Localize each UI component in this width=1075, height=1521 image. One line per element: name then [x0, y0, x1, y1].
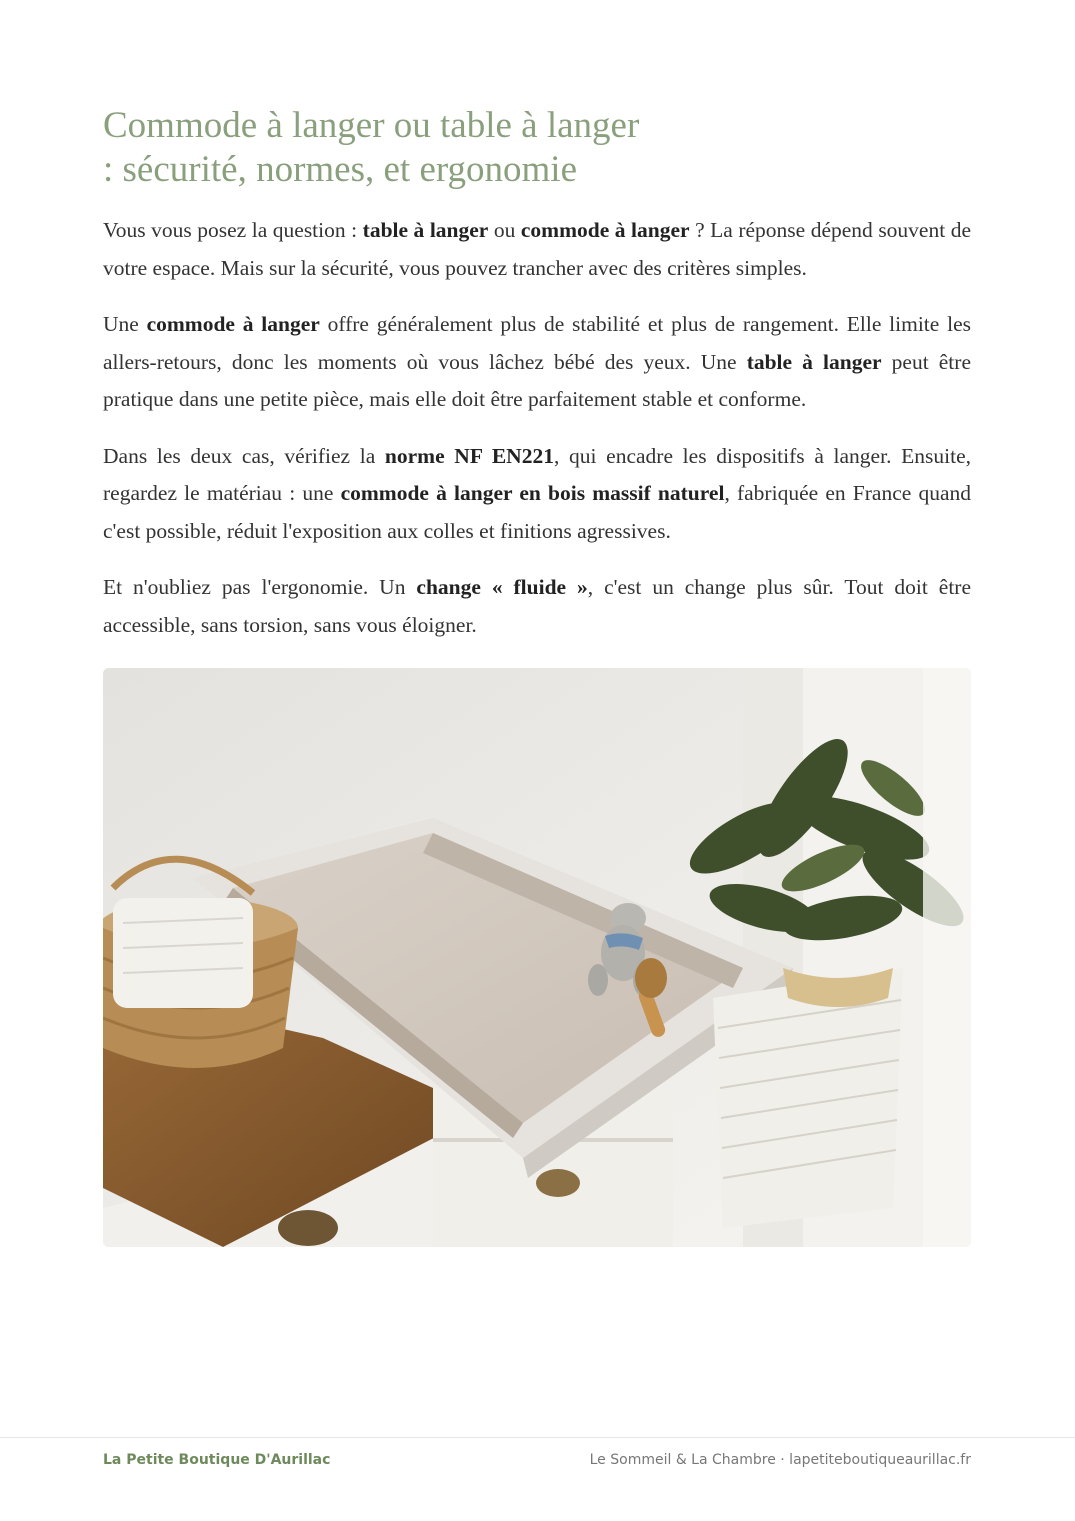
bold-keyword: commode à langer en bois massif naturel [340, 481, 725, 505]
page-title [103, 104, 971, 192]
bold-keyword: commode à langer [520, 218, 690, 242]
page-content [103, 104, 971, 1247]
bold-keyword: table à langer [746, 349, 882, 374]
bold-keyword: change « fluide » [416, 575, 588, 599]
title-line-1: Commode à langer ou table à langer [103, 105, 640, 146]
paragraph-text: , qui encadre les dispositifs à langer. Ensuite, regardez le matériau : une [103, 443, 971, 505]
paragraph-text: ? La réponse dépend souvent de votre espace. Mais sur la sécurité, vous pouvez trancher avec des critères simples. [103, 218, 972, 280]
paragraph-text: Et n'oubliez pas l'ergonomie. Un [103, 575, 417, 599]
changing-table-photo [103, 668, 971, 1247]
paragraph-4 [103, 569, 971, 644]
page-footer [103, 1452, 971, 1468]
footer-divider [0, 1437, 1075, 1438]
paragraph-3 [103, 438, 971, 551]
bold-keyword: commode à langer [146, 312, 320, 336]
paragraph-text: Vous vous posez la question : [103, 218, 363, 242]
footer-site-info: Le Sommeil & La Chambre · lapetiteboutiqueaurillac.fr [589, 1452, 971, 1468]
footer-brand: La Petite Boutique D'Aurillac [103, 1452, 331, 1468]
paragraph-text: Dans les deux cas, vérifiez la [103, 443, 385, 468]
paragraph-text: , fabriquée en France quand c'est possible, réduit l'exposition aux colles et finitions agressives. [103, 481, 971, 543]
title-line-2: : sécurité, normes, et ergonomie [103, 149, 578, 190]
paragraph-text: Une [103, 312, 147, 336]
paragraph-text: ou [488, 218, 521, 242]
bold-keyword: table à langer [362, 218, 489, 242]
paragraph-2 [103, 306, 971, 419]
paragraph-text: peut être pratique dans une petite pièce, mais elle doit être parfaitement stable et conforme. [103, 349, 971, 411]
paragraph-text: offre généralement plus de stabilité et plus de rangement. Elle limite les allers-retours, donc les moments où vous lâchez bébé des yeux. Une [103, 312, 971, 374]
paragraph-text: , c'est un change plus sûr. Tout doit être accessible, sans torsion, sans vous éloigner. [103, 575, 971, 637]
bold-keyword: norme NF EN221 [384, 443, 554, 468]
paragraph-1 [103, 212, 971, 287]
